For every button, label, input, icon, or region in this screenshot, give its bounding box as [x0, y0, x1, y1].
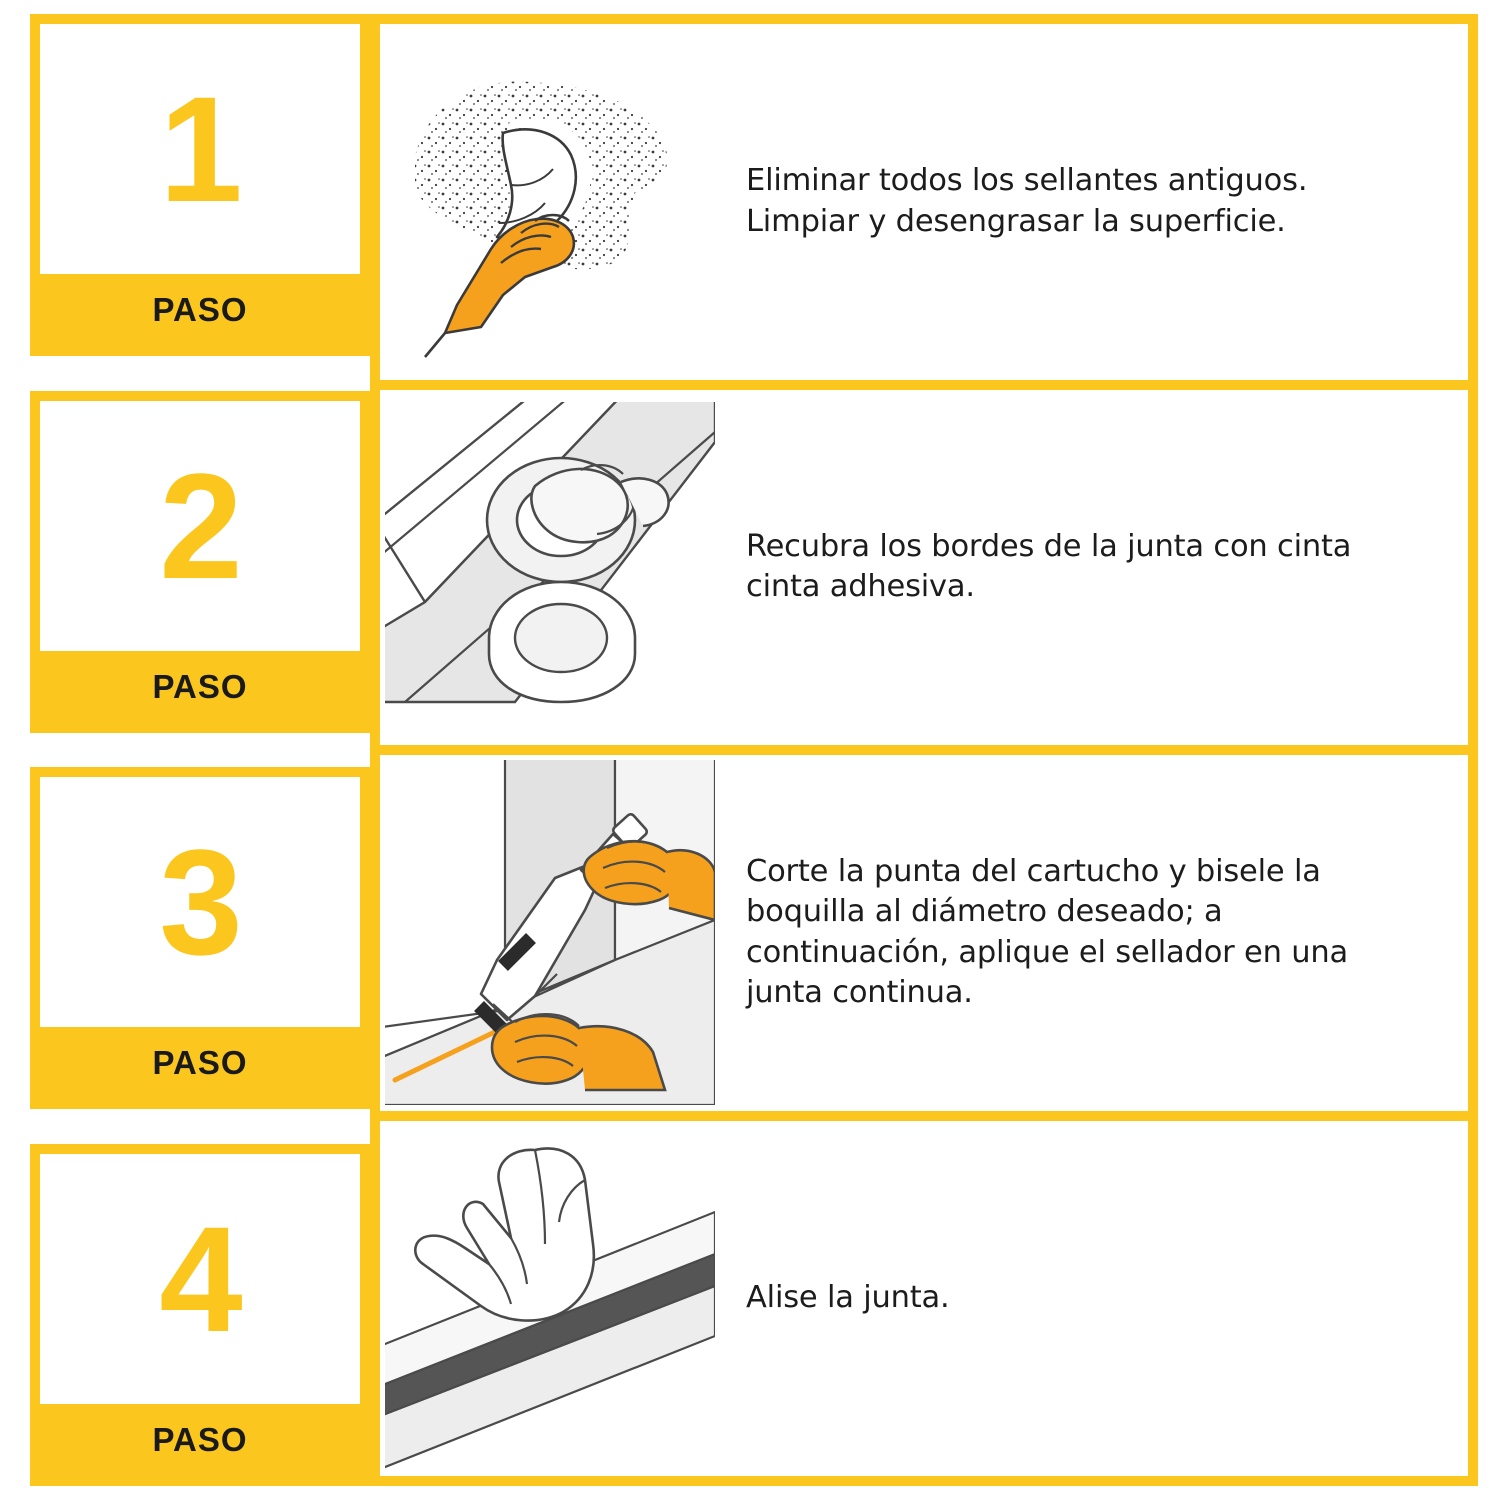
step-badges-column	[0, 0, 370, 1500]
instruction-row-1	[380, 24, 1468, 390]
instruction-row-3	[380, 755, 1468, 1121]
hand-smoothing-joint-icon	[380, 1121, 720, 1477]
hand-wiping-surface-with-cloth-icon	[380, 24, 720, 380]
caulking-gun-applying-sealant-icon	[380, 755, 720, 1111]
step-label-4: PASO	[40, 1404, 360, 1476]
step-badge-4	[30, 1144, 370, 1486]
hand-applying-masking-tape-roll-icon	[380, 390, 720, 746]
instruction-row-2	[380, 390, 1468, 756]
instructions-panel	[370, 14, 1478, 1486]
step-badge-1	[30, 14, 370, 356]
step-number-4: 4	[159, 1194, 241, 1363]
instruction-caption-3	[720, 755, 1468, 1111]
instruction-text-4: Alise la junta.	[746, 1279, 950, 1315]
instruction-text-3: Corte la punta del cartucho y bisele la boquilla al diámetro deseado; a continuación, aplique el sellador en una junta continua.	[746, 853, 1348, 1011]
step-label-3: PASO	[40, 1027, 360, 1099]
step-badge-3	[30, 767, 370, 1109]
step-number-2: 2	[159, 441, 241, 610]
step-number-1: 1	[159, 65, 241, 233]
instruction-text-1: Eliminar todos los sellantes antiguos. Limpiar y desengrasar la superficie.	[746, 163, 1308, 239]
instruction-caption-1	[720, 24, 1468, 380]
step-badge-2	[30, 391, 370, 733]
step-number-3: 3	[159, 818, 241, 987]
step-label-2: PASO	[40, 651, 360, 723]
instructions-column	[370, 0, 1500, 1500]
step-label-1: PASO	[40, 274, 360, 346]
instruction-caption-4	[720, 1121, 1468, 1477]
instruction-text-2: Recubra los bordes de la junta con cinta cinta adhesiva.	[746, 528, 1352, 605]
instruction-row-4	[380, 1121, 1468, 1477]
instruction-caption-2	[720, 390, 1468, 746]
